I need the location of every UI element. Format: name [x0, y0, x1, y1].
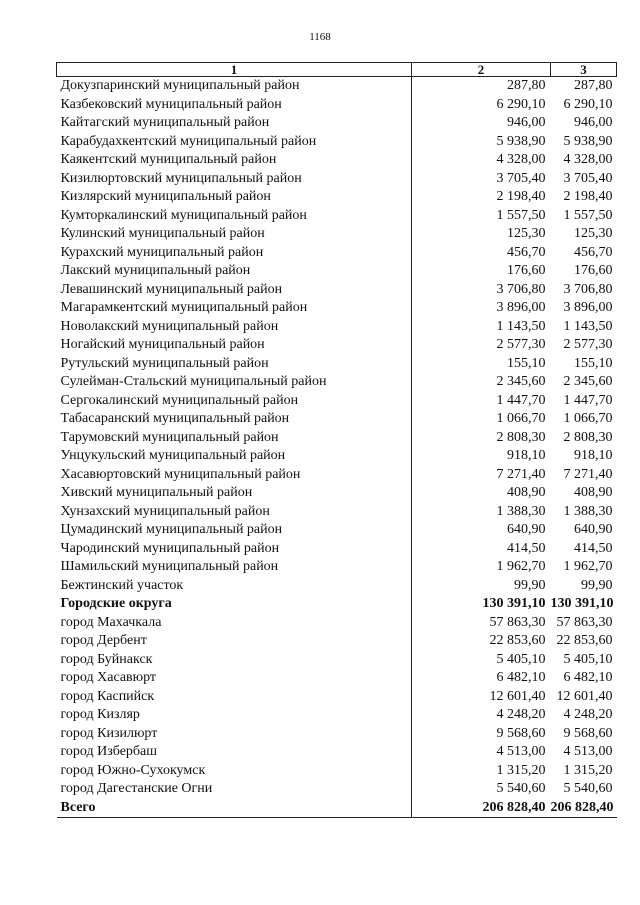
row-value-col3: 287,80 [574, 78, 613, 94]
row-value-col2: 125,30 [412, 225, 551, 244]
row-value-col3: 3 705,40 [563, 170, 613, 186]
row-name: Курахский муниципальный район [60, 244, 264, 260]
table-row [57, 614, 617, 633]
table-row [57, 392, 617, 411]
row-name: город Махачкала [60, 614, 162, 630]
row-value-col3: 1 388,30 [563, 503, 613, 519]
column-header-2: 2 [412, 63, 551, 77]
row-value-col2: 3 705,40 [412, 170, 551, 189]
row-name: город Дагестанские Огни [60, 781, 213, 797]
table-row [57, 762, 617, 781]
row-name: Тарумовский муниципальный район [60, 429, 279, 445]
row-value-col3: 2 345,60 [563, 374, 613, 390]
row-value-col2: 6 482,10 [412, 669, 551, 688]
table-row [57, 484, 617, 503]
table-row [57, 632, 617, 651]
row-name: Городские округа [60, 596, 172, 612]
row-value-col2: 176,60 [412, 262, 551, 281]
row-value-col3: 125,30 [574, 226, 613, 242]
table-row [57, 225, 617, 244]
table-row [57, 688, 617, 707]
row-name: Унцукульский муниципальный район [60, 448, 286, 464]
row-value-col3: 1 066,70 [563, 411, 613, 427]
row-name: город Избербаш [60, 744, 158, 760]
row-value-col2: 456,70 [412, 244, 551, 263]
row-value-col2: 1 315,20 [412, 762, 551, 781]
row-name: Табасаранский муниципальный район [60, 411, 290, 427]
row-value-col2: 287,80 [412, 77, 551, 96]
row-value-col2: 12 601,40 [412, 688, 551, 707]
row-name: Кайтагский муниципальный район [60, 115, 270, 131]
table-row [57, 114, 617, 133]
row-name: Левашинский муниципальный район [60, 281, 283, 297]
row-value-col3: 5 405,10 [563, 651, 613, 667]
row-value-col3: 456,70 [574, 244, 613, 260]
row-value-col3: 4 248,20 [563, 707, 613, 723]
table-row [57, 318, 617, 337]
row-value-col3: 5 540,60 [563, 781, 613, 797]
table-row [57, 336, 617, 355]
table-row [57, 170, 617, 189]
table-row [57, 77, 617, 96]
header-row [57, 63, 617, 77]
table-row [57, 447, 617, 466]
row-value-col2: 99,90 [412, 577, 551, 596]
row-value-col2: 9 568,60 [412, 725, 551, 744]
row-value-col3: 176,60 [574, 263, 613, 279]
row-name: Карабудахкентский муниципальный район [60, 133, 317, 149]
table-row [57, 355, 617, 374]
row-value-col2: 2 345,60 [412, 373, 551, 392]
row-value-col2: 946,00 [412, 114, 551, 133]
row-name: Казбековский муниципальный район [60, 96, 282, 112]
row-name: Магарамкентский муниципальный район [60, 300, 308, 316]
row-value-col2: 3 896,00 [412, 299, 551, 318]
row-name: город Буйнакск [60, 651, 153, 667]
row-name: Рутульский муниципальный район [60, 355, 269, 371]
table-row [57, 410, 617, 429]
row-value-col2: 2 577,30 [412, 336, 551, 355]
row-value-col3: 6 482,10 [563, 670, 613, 686]
table-row [57, 244, 617, 263]
row-value-col2: 1 962,70 [412, 558, 551, 577]
table-row [57, 577, 617, 596]
table-row [57, 725, 617, 744]
table-row [57, 188, 617, 207]
row-value-col2: 408,90 [412, 484, 551, 503]
table-row [57, 429, 617, 448]
row-value-col3: 1 962,70 [563, 559, 613, 575]
row-value-col2: 4 248,20 [412, 706, 551, 725]
row-value-col3: 2 198,40 [563, 189, 613, 205]
row-name: Чародинский муниципальный район [60, 540, 280, 556]
row-value-col3: 1 315,20 [563, 762, 613, 778]
row-name: Кумторкалинский муниципальный район [60, 207, 307, 223]
row-value-col3: 3 706,80 [563, 281, 613, 297]
table-row [57, 651, 617, 670]
row-name: Цумадинский муниципальный район [60, 522, 283, 538]
row-value-col3: 1 143,50 [563, 318, 613, 334]
row-value-col3: 408,90 [574, 485, 613, 501]
row-name: город Кизляр [60, 707, 140, 723]
row-name: Каякентский муниципальный район [60, 152, 277, 168]
row-value-col2: 4 513,00 [412, 743, 551, 762]
column-header-1: 1 [57, 63, 412, 77]
row-name: город Южно-Сухокумск [60, 762, 206, 778]
row-name: Хасавюртовский муниципальный район [60, 466, 301, 482]
row-name: Хунзахский муниципальный район [60, 503, 270, 519]
row-value-col2: 1 066,70 [412, 410, 551, 429]
row-value-col3: 2 577,30 [563, 337, 613, 353]
row-value-col2: 206 828,40 [412, 799, 551, 818]
row-value-col2: 5 938,90 [412, 133, 551, 152]
row-name: Ногайский муниципальный район [60, 337, 265, 353]
row-value-col2: 1 388,30 [412, 503, 551, 522]
table-body [57, 77, 617, 818]
table-row [57, 96, 617, 115]
row-value-col2: 414,50 [412, 540, 551, 559]
row-name: Шамильский муниципальный район [60, 559, 279, 575]
row-value-col2: 2 808,30 [412, 429, 551, 448]
row-name: Кизилюртовский муниципальный район [60, 170, 302, 186]
row-value-col3: 414,50 [574, 540, 613, 556]
budget-table [56, 62, 617, 818]
row-value-col2: 5 405,10 [412, 651, 551, 670]
page-number: 1168 [309, 31, 331, 43]
table-row [57, 299, 617, 318]
table-row [57, 743, 617, 762]
table-row [57, 521, 617, 540]
row-value-col2: 1 143,50 [412, 318, 551, 337]
row-name: Сулейман-Стальский муниципальный район [60, 374, 327, 390]
row-value-col2: 1 557,50 [412, 207, 551, 226]
table-row [57, 780, 617, 799]
row-name: Хивский муниципальный район [60, 485, 253, 501]
table-row [57, 133, 617, 152]
row-name: Бежтинский участок [60, 577, 184, 593]
table-row [57, 799, 617, 818]
row-value-col3: 7 271,40 [563, 466, 613, 482]
row-name: город Каспийск [60, 688, 155, 704]
table-row [57, 706, 617, 725]
row-value-col2: 130 391,10 [412, 595, 551, 614]
row-value-col3: 1 557,50 [563, 207, 613, 223]
row-value-col2: 918,10 [412, 447, 551, 466]
row-value-col3: 6 290,10 [563, 96, 613, 112]
row-value-col3: 130 391,10 [550, 596, 614, 612]
row-name: город Хасавюрт [60, 670, 157, 686]
row-name: Кулинский муниципальный район [60, 226, 265, 242]
row-value-col3: 206 828,40 [551, 799, 617, 818]
row-value-col2: 57 863,30 [412, 614, 551, 633]
row-value-col2: 7 271,40 [412, 466, 551, 485]
row-value-col3: 57 863,30 [556, 614, 613, 630]
row-name: Лакский муниципальный район [60, 263, 251, 279]
row-value-col2: 4 328,00 [412, 151, 551, 170]
row-name: Докузпаринский муниципальный район [60, 78, 300, 94]
row-value-col3: 12 601,40 [556, 688, 613, 704]
table-row [57, 207, 617, 226]
row-value-col2: 3 706,80 [412, 281, 551, 300]
row-name: город Дербент [60, 633, 147, 649]
row-name: Кизлярский муниципальный район [60, 189, 271, 205]
table-header [57, 63, 617, 77]
table-row [57, 281, 617, 300]
row-value-col2: 640,90 [412, 521, 551, 540]
row-value-col3: 4 513,00 [563, 744, 613, 760]
row-name: город Кизилюрт [60, 725, 158, 741]
row-value-col3: 22 853,60 [556, 633, 613, 649]
column-header-3: 3 [551, 63, 617, 77]
row-name: Новолакский муниципальный район [60, 318, 279, 334]
row-value-col3: 4 328,00 [563, 152, 613, 168]
table-row [57, 466, 617, 485]
row-value-col2: 22 853,60 [412, 632, 551, 651]
row-value-col3: 1 447,70 [563, 392, 613, 408]
row-value-col3: 99,90 [581, 577, 613, 593]
table-row [57, 669, 617, 688]
row-value-col3: 946,00 [574, 115, 613, 131]
row-value-col3: 2 808,30 [563, 429, 613, 445]
row-value-col2: 6 290,10 [412, 96, 551, 115]
table-row [57, 373, 617, 392]
row-name: Всего [57, 799, 412, 818]
row-value-col3: 3 896,00 [563, 300, 613, 316]
row-value-col2: 2 198,40 [412, 188, 551, 207]
row-value-col3: 918,10 [574, 448, 613, 464]
row-value-col3: 9 568,60 [563, 725, 613, 741]
row-name: Сергокалинский муниципальный район [60, 392, 299, 408]
table-row [57, 558, 617, 577]
table-row [57, 503, 617, 522]
table-row [57, 151, 617, 170]
row-value-col3: 640,90 [574, 522, 613, 538]
table-row [57, 595, 617, 614]
row-value-col3: 5 938,90 [563, 133, 613, 149]
row-value-col2: 1 447,70 [412, 392, 551, 411]
row-value-col2: 155,10 [412, 355, 551, 374]
table-row [57, 540, 617, 559]
row-value-col3: 155,10 [574, 355, 613, 371]
row-value-col2: 5 540,60 [412, 780, 551, 799]
table-row [57, 262, 617, 281]
